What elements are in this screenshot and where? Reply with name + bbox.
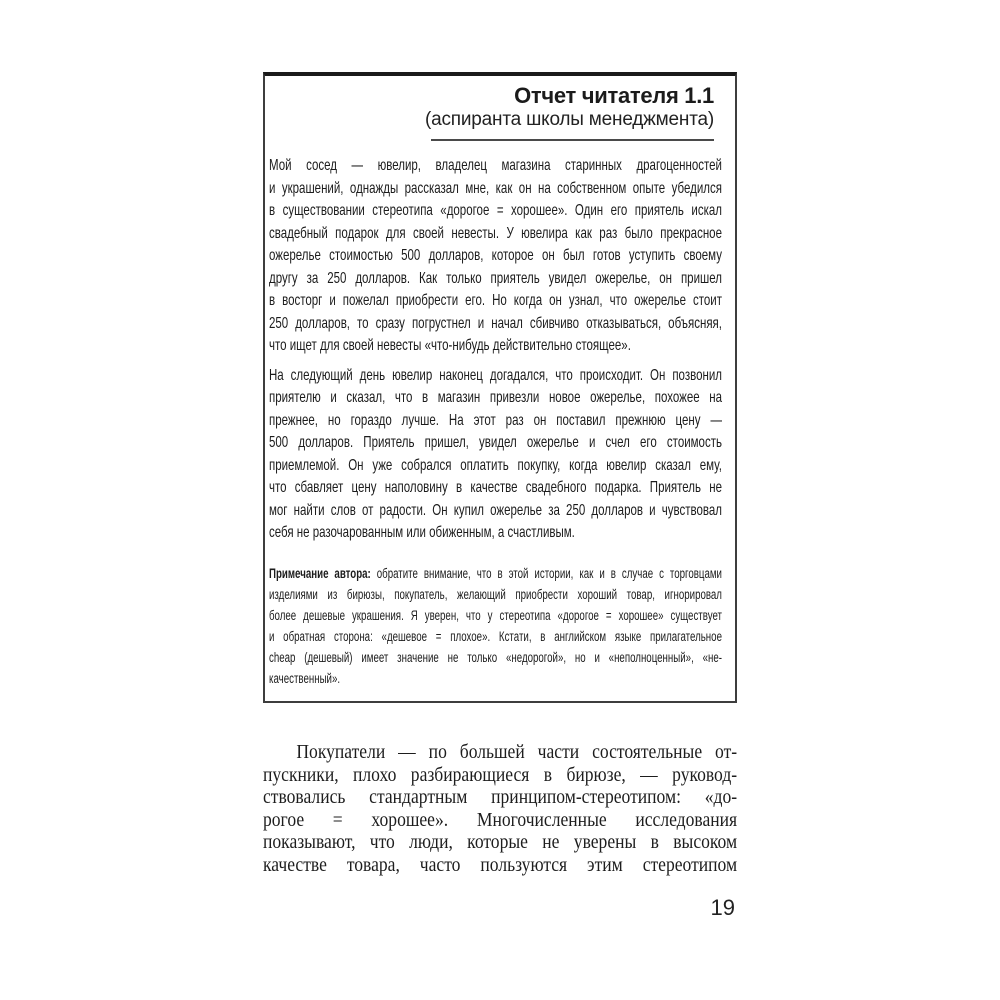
text-line: мог найти слов от радости. Он купил ожерелье за 250 долларов и чувствовал — [269, 501, 722, 519]
text-line: пускники, плохо разбирающиеся в бирюзе, — руковод- — [263, 763, 738, 786]
text-line: 250 долларов, то сразу погрустнел и начал сбивчиво отказываться, объясняя, — [269, 314, 722, 332]
text-line: более дешевые украшения. Я уверен, что у стереотипа «дорогое = хорошее» существует — [269, 607, 722, 623]
header-divider-rule — [431, 139, 714, 141]
text-line: качестве товара, часто пользуются этим стереотипом — [263, 853, 738, 876]
text-line: что ищет для своей невесты «что-нибудь действительно стоящее». — [269, 337, 631, 354]
author-note-label: Примечание автора: — [269, 565, 371, 581]
text-line: другу за 250 долларов. Как только приятель увидел ожерелье, он пришел — [269, 269, 722, 287]
text-line: ожерелье стоимостью 500 долларов, которое он был готов уступить своему — [269, 247, 722, 264]
text-line: Покупатели — по большей части состоятельные от- — [296, 741, 738, 763]
author-note-first-line-text: обратите внимание, что в этой истории, как и в случае с торговцами — [376, 565, 722, 581]
text-line: показывают, что люди, которые не уверены в высоком — [263, 831, 738, 854]
report-title: Отчет читателя 1.1 — [514, 83, 714, 108]
main-body-paragraph — [263, 741, 737, 877]
report-subtitle: (аспиранта школы менеджмента) — [425, 109, 714, 130]
text-line: изделиями из бирюзы, покупатель, желающий приобрести хороший товар, игнорировал — [269, 586, 722, 602]
author-note-first-line — [269, 563, 722, 584]
reader-report-box — [263, 72, 737, 703]
text-line: Мой сосед — ювелир, владелец магазина старинных драгоценностей — [269, 157, 722, 174]
text-line: и украшений, однажды рассказал мне, как он на собственном опыте убедился — [269, 179, 722, 197]
book-page — [263, 0, 737, 1000]
report-paragraph-1 — [269, 155, 722, 358]
text-line: 500 долларов. Приятель пришел, увидел ожерелье и счел его стоимость — [269, 434, 722, 451]
text-line: в существовании стереотипа «дорогое = хорошее». Один его приятель искал — [269, 202, 722, 219]
text-line: качественный». — [269, 670, 341, 686]
page-number: 19 — [710, 895, 735, 920]
text-line: cheap (дешевый) имеет значение не только «недорогой», но и «неполноценный», «не- — [269, 649, 722, 665]
text-line: в восторг и пожелал приобрести его. Но когда он узнал, что ожерелье стоит — [269, 292, 722, 309]
text-line: На следующий день ювелир наконец догадался, что происходит. Он позвонил — [269, 366, 722, 384]
text-line: прежнее, но гораздо лучше. На этот раз он поставил прежнюю цену — — [269, 411, 722, 429]
text-line: приемлемой. Он уже собрался оплатить покупку, когда ювелир сказал ему, — [269, 456, 722, 474]
text-line: приятелю и сказал, что в магазин привезли новое ожерелье, похожее на — [269, 389, 722, 406]
report-header — [269, 84, 720, 131]
text-line: свадебный подарок для своей невесты. У ювелира как раз было прекрасное — [269, 224, 722, 242]
text-line: себя не разочарованным или обиженным, а счастливым. — [269, 524, 575, 541]
report-paragraph-2 — [269, 365, 722, 545]
text-line: что сбавляет цену наполовину в качестве свадебного подарка. Приятель не — [269, 479, 722, 496]
main-body-lines — [263, 741, 737, 877]
text-line: ствовались стандартным принципом-стереотипом: «до- — [263, 786, 738, 809]
text-line: и обратная сторона: «дешевое = плохое». Кстати, в английском языке прилагательное — [269, 628, 722, 644]
author-note — [269, 563, 722, 689]
author-note-rest — [269, 584, 722, 689]
text-line: рогое = хорошее». Многочисленные исследования — [263, 808, 738, 831]
